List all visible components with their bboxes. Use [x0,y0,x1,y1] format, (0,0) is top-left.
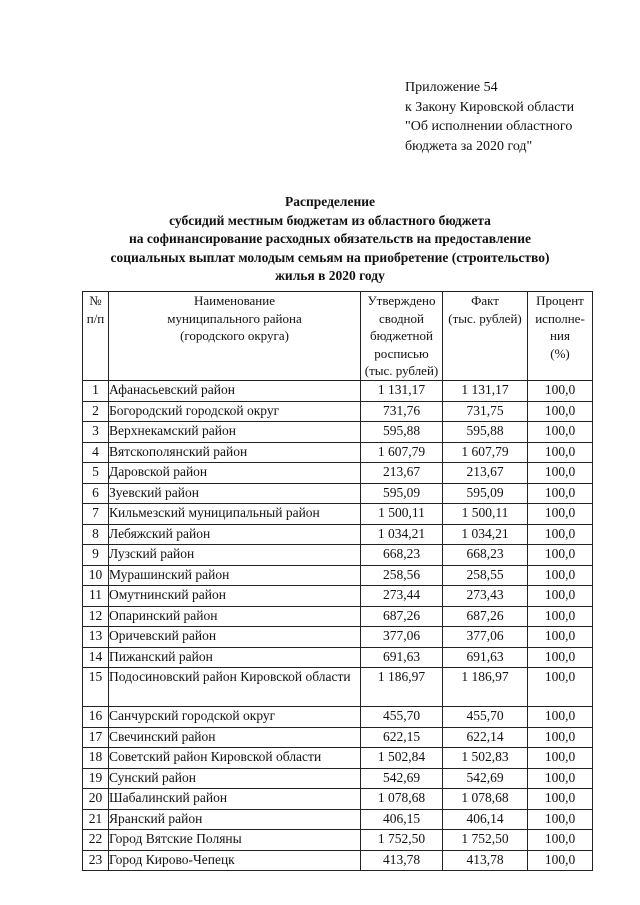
cell-percent: 100,0 [528,830,593,851]
appendix-line: "Об исполнении областного [405,119,573,134]
cell-num: 4 [83,442,109,463]
header-approved-line: бюджетной [370,328,433,343]
title-line: субсидий местным бюджетам из областного бюджета [169,212,491,228]
cell-name: Сунский район [109,768,361,789]
cell-num: 15 [83,668,109,707]
table-row [83,789,593,810]
cell-percent: 100,0 [528,789,593,810]
cell-fact: 1 752,50 [443,830,528,851]
cell-percent: 100,0 [528,647,593,668]
cell-num: 20 [83,789,109,810]
cell-fact: 377,06 [443,627,528,648]
cell-approved: 595,88 [361,422,443,443]
table-row [83,627,593,648]
title-line: жилья в 2020 году [275,268,385,283]
table-row [83,668,593,707]
header-percent-line: (%) [550,345,570,361]
cell-num: 19 [83,768,109,789]
cell-approved: 377,06 [361,627,443,648]
cell-name: Советский район Кировской области [109,748,361,769]
cell-num: 12 [83,606,109,627]
header-approved-line: росписью [374,345,429,361]
cell-name: Свечинский район [109,727,361,748]
cell-fact: 273,43 [443,586,528,607]
cell-percent: 100,0 [528,565,593,586]
cell-approved: 406,15 [361,809,443,830]
cell-num: 23 [83,850,109,871]
table-row [83,565,593,586]
cell-num: 14 [83,647,109,668]
cell-name: Яранский район [109,809,361,830]
cell-percent: 100,0 [528,668,593,707]
cell-fact: 668,23 [443,545,528,566]
cell-percent: 100,0 [528,586,593,607]
cell-name: Опаринский район [109,606,361,627]
cell-approved: 595,09 [361,483,443,504]
table-row [83,748,593,769]
cell-num: 16 [83,707,109,728]
cell-num: 1 [83,381,109,402]
header-name-line: муниципального района [167,310,302,326]
cell-num: 22 [83,830,109,851]
header-num-line: № [89,293,102,308]
cell-fact: 542,69 [443,768,528,789]
table-row [83,768,593,789]
cell-fact: 622,14 [443,727,528,748]
cell-name: Шабалинский район [109,789,361,810]
cell-approved: 1 131,17 [361,381,443,402]
cell-fact: 406,14 [443,809,528,830]
table-row [83,545,593,566]
cell-name: Санчурский городской округ [109,707,361,728]
cell-num: 21 [83,809,109,830]
cell-approved: 1 500,11 [361,504,443,525]
cell-percent: 100,0 [528,504,593,525]
cell-name: Город Кирово-Чепецк [109,850,361,871]
appendix-line: к Закону Кировской области [405,99,575,115]
table-row [83,606,593,627]
title-line: на софинансирование расходных обязательств на предоставление [129,231,531,246]
header-percent-line: ния [550,328,570,343]
cell-fact: 455,70 [443,707,528,728]
cell-percent: 100,0 [528,463,593,484]
cell-percent: 100,0 [528,768,593,789]
cell-num: 9 [83,545,109,566]
table-row [83,381,593,402]
cell-fact: 1 607,79 [443,442,528,463]
cell-approved: 258,56 [361,565,443,586]
cell-approved: 542,69 [361,768,443,789]
cell-num: 13 [83,627,109,648]
header-approved-line: Утверждено [367,293,436,308]
table-row [83,524,593,545]
cell-num: 2 [83,401,109,422]
cell-name: Даровской район [109,463,361,484]
title-line: Распределение [284,194,376,209]
cell-name: Вятскополянский район [109,442,361,463]
cell-name: Подосиновский район Кировской области [109,668,361,707]
cell-approved: 668,23 [361,545,443,566]
header-fact [443,292,528,381]
subsidy-table [82,291,593,871]
cell-approved: 622,15 [361,727,443,748]
cell-approved: 1 752,50 [361,830,443,851]
cell-fact: 258,55 [443,565,528,586]
cell-approved: 213,67 [361,463,443,484]
table-row [83,442,593,463]
cell-fact: 595,09 [443,483,528,504]
cell-num: 3 [83,422,109,443]
cell-percent: 100,0 [528,381,593,402]
cell-fact: 1 500,11 [443,504,528,525]
title-line: социальных выплат молодым семьям на приобретение (строительство) [110,249,550,265]
cell-name: Пижанский район [109,647,361,668]
cell-name: Кильмезский муниципальный район [109,504,361,525]
cell-fact: 687,26 [443,606,528,627]
header-fact-line: (тыс. рублей) [448,310,522,326]
cell-name: Лебяжский район [109,524,361,545]
cell-percent: 100,0 [528,545,593,566]
table-row [83,809,593,830]
cell-num: 17 [83,727,109,748]
cell-approved: 687,26 [361,606,443,627]
cell-percent: 100,0 [528,727,593,748]
appendix-line: бюджета за 2020 год" [405,138,533,154]
document-title [60,193,600,286]
cell-num: 11 [83,586,109,607]
table-row [83,586,593,607]
cell-approved: 1 502,84 [361,748,443,769]
cell-num: 8 [83,524,109,545]
cell-fact: 691,63 [443,647,528,668]
table-row [83,463,593,484]
cell-percent: 100,0 [528,483,593,504]
cell-name: Оричевский район [109,627,361,648]
cell-approved: 691,63 [361,647,443,668]
cell-approved: 1 607,79 [361,442,443,463]
header-percent-line: Процент [536,293,584,308]
cell-num: 18 [83,748,109,769]
cell-fact: 595,88 [443,422,528,443]
table-row [83,401,593,422]
cell-percent: 100,0 [528,850,593,871]
cell-percent: 100,0 [528,524,593,545]
cell-num: 7 [83,504,109,525]
cell-fact: 1 078,68 [443,789,528,810]
cell-percent: 100,0 [528,809,593,830]
cell-approved: 731,76 [361,401,443,422]
header-approved-line: (тыс. рублей) [364,363,439,378]
cell-percent: 100,0 [528,748,593,769]
cell-approved: 273,44 [361,586,443,607]
header-name [109,292,361,381]
cell-name: Зуевский район [109,483,361,504]
cell-num: 5 [83,463,109,484]
header-name-line: Наименование [194,293,275,308]
cell-name: Афанасьевский район [109,381,361,402]
cell-name: Омутнинский район [109,586,361,607]
cell-fact: 413,78 [443,850,528,871]
cell-approved: 413,78 [361,850,443,871]
cell-fact: 1 131,17 [443,381,528,402]
header-approved [361,292,443,381]
table-row [83,850,593,871]
cell-percent: 100,0 [528,422,593,443]
header-fact-line: Факт [471,293,499,308]
table-row [83,707,593,728]
cell-approved: 1 078,68 [361,789,443,810]
cell-name: Богородский городской округ [109,401,361,422]
cell-name: Лузский район [109,545,361,566]
header-percent-line: исполне- [535,310,585,326]
table-row [83,830,593,851]
cell-percent: 100,0 [528,627,593,648]
cell-percent: 100,0 [528,606,593,627]
cell-approved: 1 186,97 [361,668,443,707]
cell-percent: 100,0 [528,707,593,728]
cell-fact: 1 186,97 [443,668,528,707]
appendix-line: Приложение 54 [405,80,498,95]
cell-percent: 100,0 [528,401,593,422]
cell-approved: 455,70 [361,707,443,728]
cell-approved: 1 034,21 [361,524,443,545]
cell-fact: 1 034,21 [443,524,528,545]
table-row [83,504,593,525]
cell-name: Город Вятские Поляны [109,830,361,851]
cell-percent: 100,0 [528,442,593,463]
cell-num: 10 [83,565,109,586]
header-percent [528,292,593,381]
cell-name: Верхнекамский район [109,422,361,443]
table-row [83,483,593,504]
cell-fact: 1 502,83 [443,748,528,769]
header-num-line: п/п [86,310,105,326]
cell-name: Мурашинский район [109,565,361,586]
header-approved-line: сводной [379,310,424,326]
table-row [83,422,593,443]
table-row [83,647,593,668]
cell-fact: 731,75 [443,401,528,422]
cell-num: 6 [83,483,109,504]
header-name-line: (городского округа) [180,328,289,343]
table-row [83,727,593,748]
header-num [83,292,109,381]
appendix-note [405,78,574,156]
table-header-row [83,292,593,381]
cell-fact: 213,67 [443,463,528,484]
